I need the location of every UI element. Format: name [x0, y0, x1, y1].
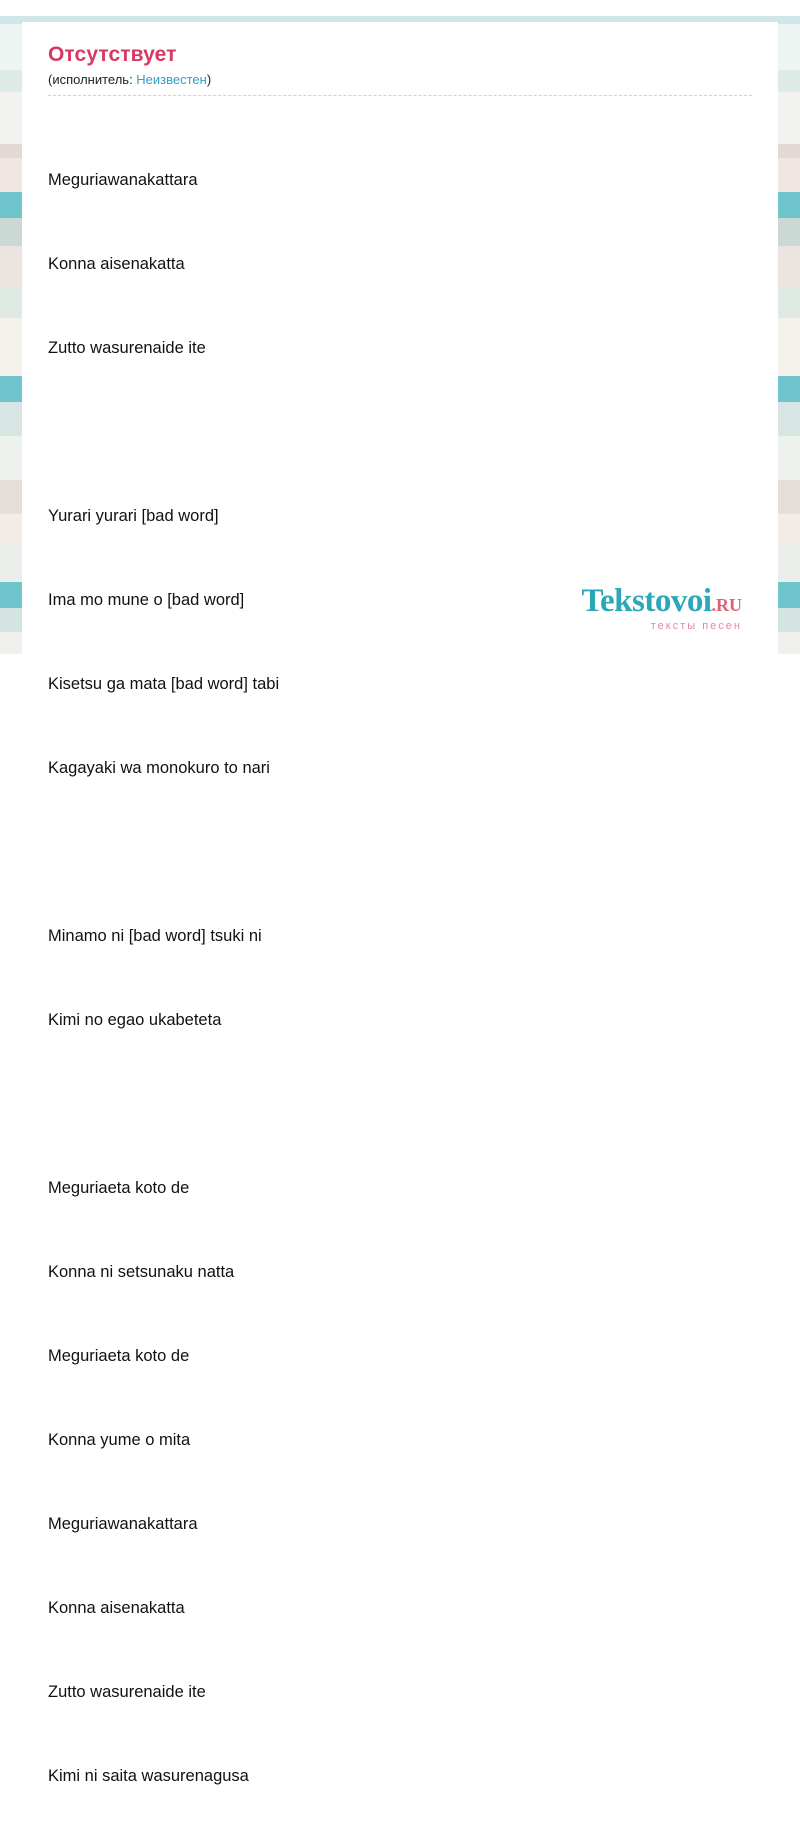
lyric-line: Yurari yurari [bad word]: [48, 507, 219, 526]
lyric-line-blank: [48, 838, 752, 866]
lyric-line: Kimi no egao ukabeteta: [48, 1011, 222, 1030]
lyric-line: Konna aisenakatta: [48, 255, 185, 274]
artist-line: [48, 72, 752, 96]
lyric-line: Konna aisenakatta: [48, 1599, 185, 1618]
lyrics-text: [48, 110, 752, 1846]
lyric-line: Zutto wasurenaide ite: [48, 339, 206, 358]
artist-prefix-label: (исполнитель:: [48, 72, 137, 88]
artist-link[interactable]: Неизвестен: [136, 72, 207, 88]
lyric-line: Meguriawanakattara: [48, 1515, 198, 1534]
lyric-line: Minamo ni [bad word] tsuki ni: [48, 927, 262, 946]
lyric-line: Konna yume o mita: [48, 1431, 191, 1450]
lyric-line: Ima mo mune o [bad word]: [48, 591, 245, 610]
lyric-line-blank: [48, 1090, 752, 1118]
lyrics-card: [22, 22, 778, 1786]
page-title: Отсутствует: [48, 43, 177, 66]
artist-suffix-label: ): [206, 72, 212, 88]
lyric-line: Konna ni setsunaku natta: [48, 1263, 235, 1282]
logo-domain: .RU: [711, 595, 742, 615]
logo-tagline: тексты песен: [650, 620, 742, 632]
lyric-line-blank: [48, 418, 752, 446]
lyric-line: Meguriawanakattara: [48, 171, 198, 190]
lyric-line: Zutto wasurenaide ite: [48, 1683, 206, 1702]
site-logo[interactable]: [582, 585, 742, 632]
lyric-line: Kisetsu ga mata [bad word] tabi: [48, 675, 280, 694]
lyric-line: Kimi ni saita wasurenagusa: [48, 1767, 249, 1786]
lyric-line: Meguriaeta koto de: [48, 1347, 190, 1366]
lyric-line: Meguriaeta koto de: [48, 1179, 190, 1198]
logo-wordmark: Tekstovoi: [581, 583, 712, 619]
lyric-line: Kagayaki wa monokuro to nari: [48, 759, 270, 778]
